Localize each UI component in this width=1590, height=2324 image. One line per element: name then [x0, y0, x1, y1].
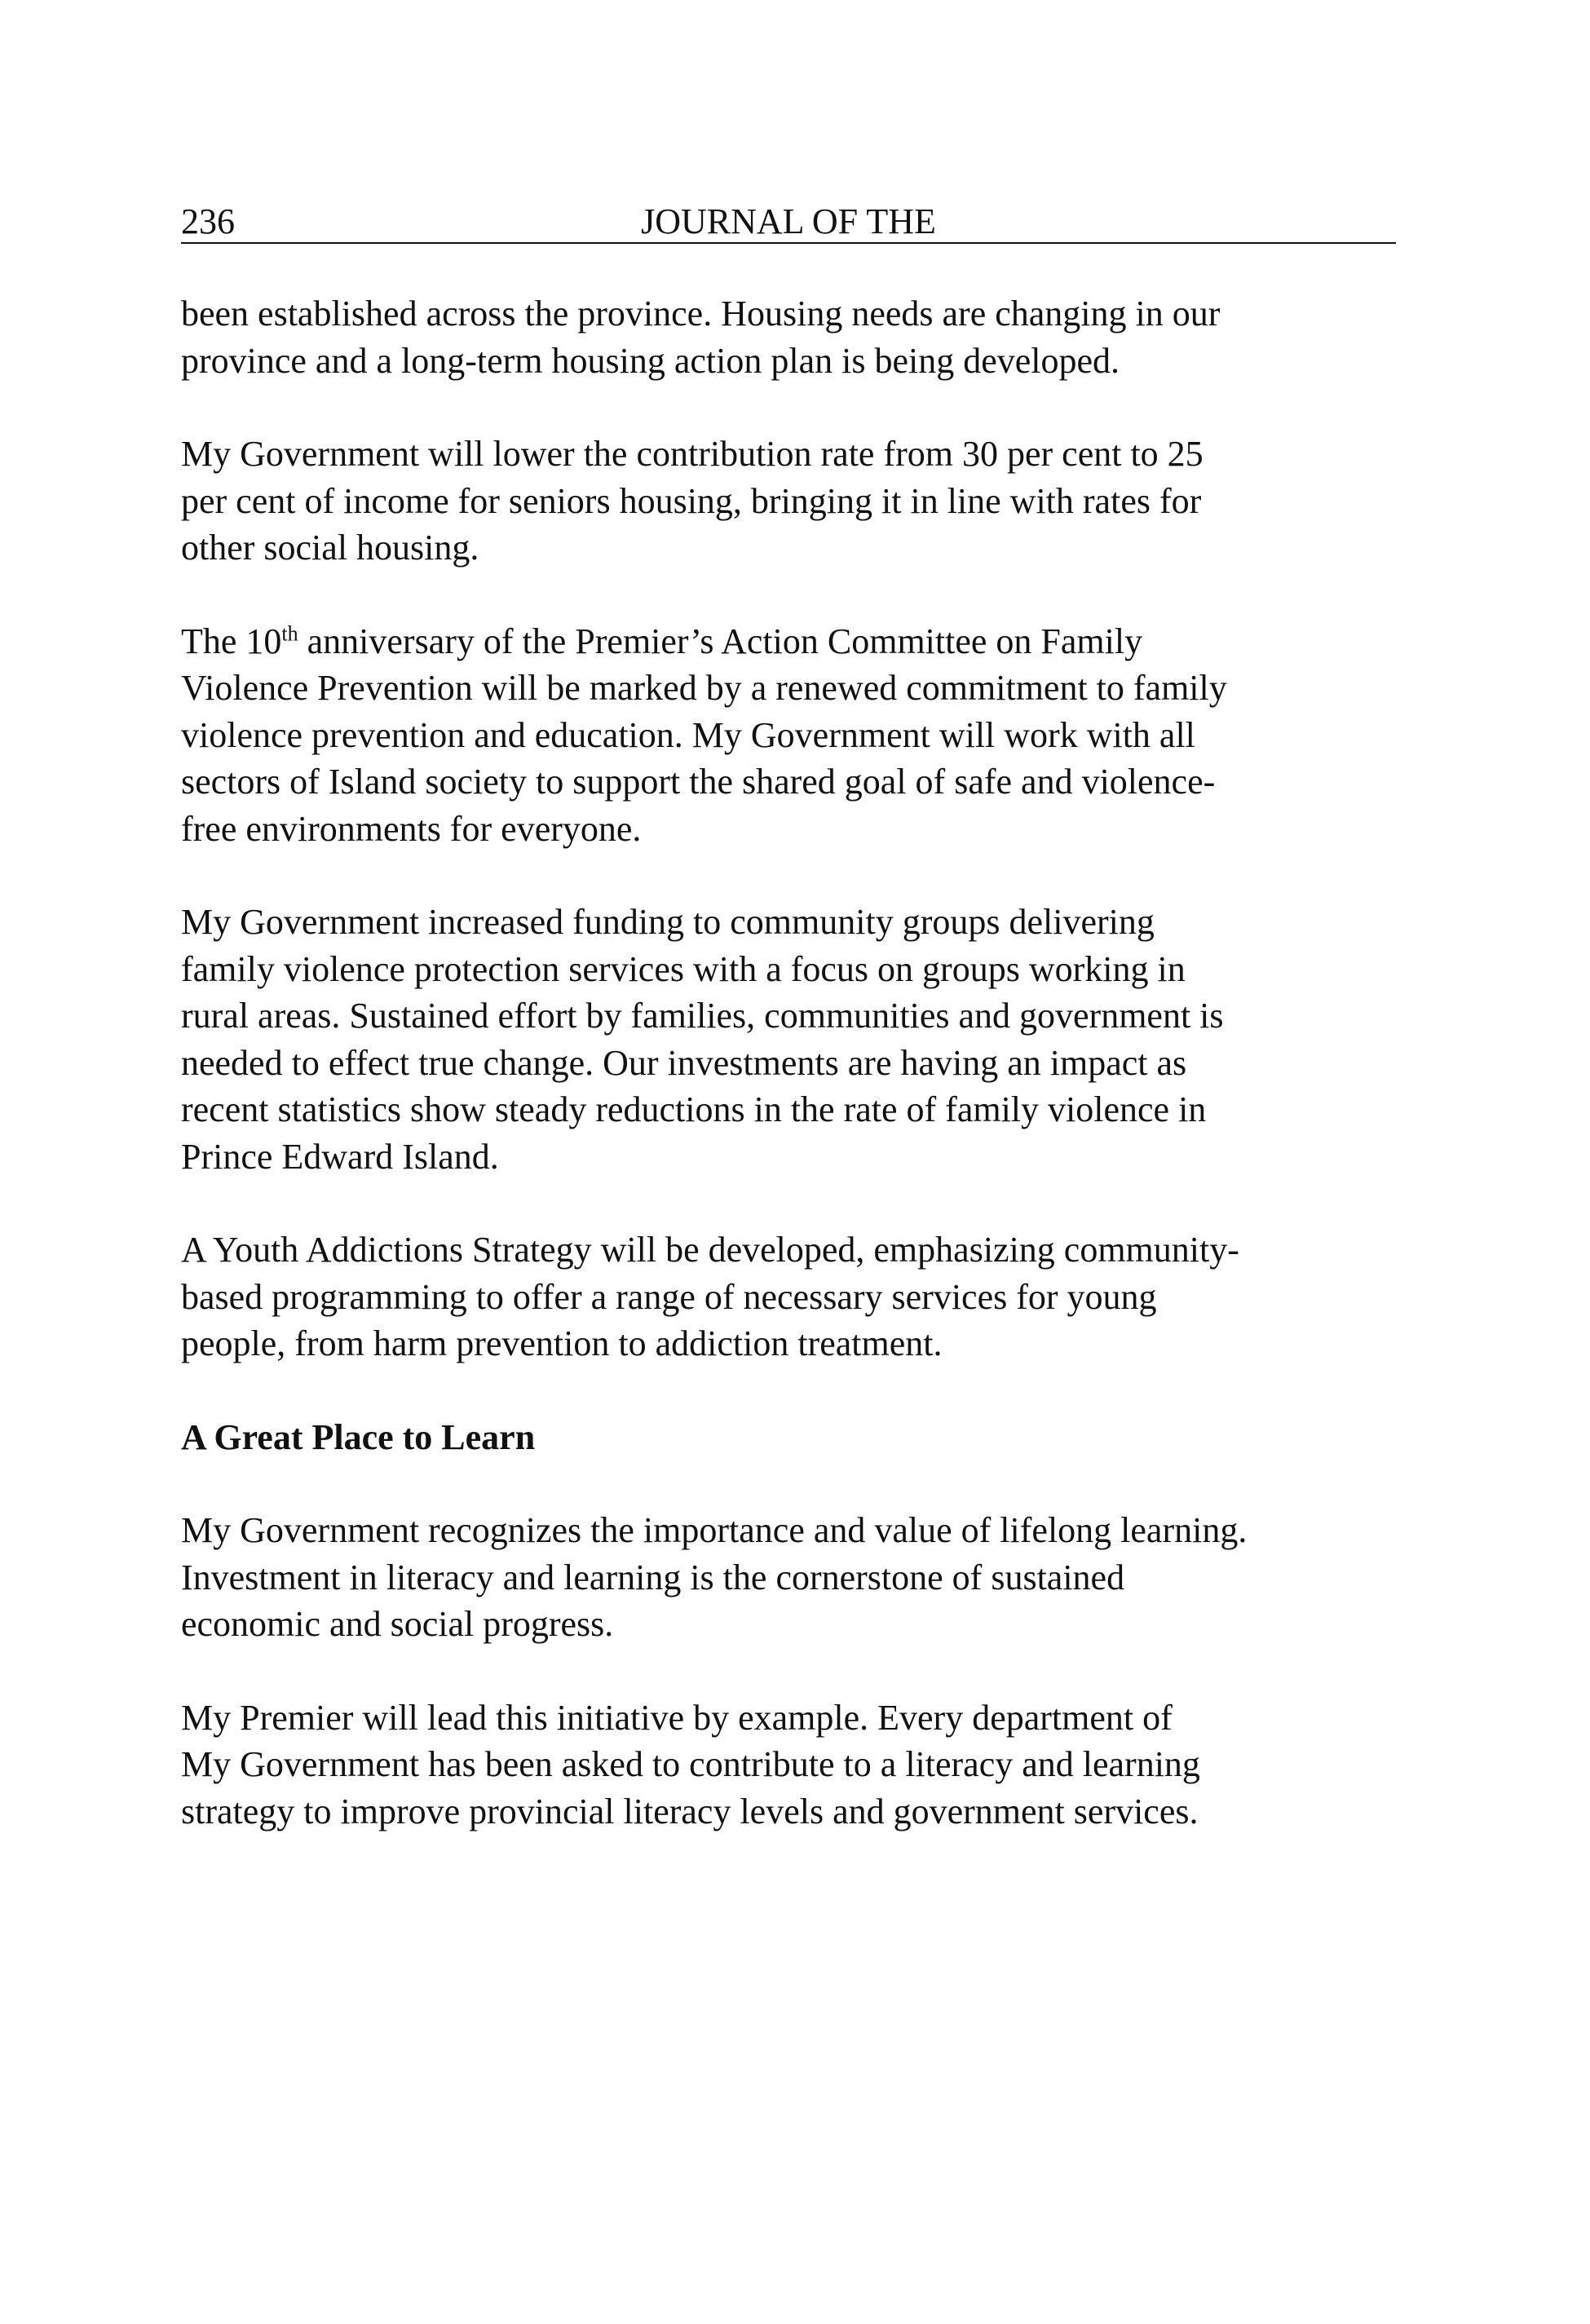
- text-line: Violence Prevention will be marked by a renewed commitment to family: [181, 668, 1227, 708]
- text-line: province and a long-term housing action plan is being developed.: [181, 340, 1120, 381]
- text-line: people, from harm prevention to addiction treatment.: [181, 1323, 943, 1363]
- section-heading: A Great Place to Learn: [181, 1416, 536, 1457]
- text-line: recent statistics show steady reductions in the rate of family violence in: [181, 1089, 1207, 1129]
- paragraph-housing-plan: [181, 290, 1396, 384]
- document-body: [181, 290, 1396, 1881]
- text-line: My Government increased funding to community groups delivering: [181, 902, 1155, 942]
- document-page: [181, 0, 1396, 2324]
- paragraph-lifelong-learning: [181, 1507, 1396, 1648]
- text-line: strategy to improve provincial literacy levels and government services.: [181, 1791, 1199, 1831]
- ordinal-superscript: th: [281, 621, 298, 645]
- text-line: My Government will lower the contribution rate from 30 per cent to 25: [181, 434, 1204, 474]
- text-fragment: The 10: [181, 621, 282, 661]
- text-line: [181, 618, 1396, 665]
- text-line: My Premier will lead this initiative by example. Every department of: [181, 1697, 1173, 1738]
- page-number: 236: [181, 201, 235, 241]
- text-line: My Government has been asked to contribute to a literacy and learning: [181, 1744, 1200, 1784]
- text-line: rural areas. Sustained effort by families, communities and government is: [181, 996, 1224, 1036]
- text-line: Prince Edward Island.: [181, 1136, 499, 1177]
- text-line: been established across the province. Housing needs are changing in our: [181, 294, 1221, 334]
- text-line: economic and social progress.: [181, 1604, 614, 1644]
- text-fragment: anniversary of the Premier’s Action Committee on Family: [298, 621, 1143, 661]
- text-line: Investment in literacy and learning is the cornerstone of sustained: [181, 1557, 1125, 1597]
- paragraph-seniors-housing: [181, 431, 1396, 572]
- text-line: violence prevention and education. My Government will work with all: [181, 714, 1195, 755]
- text-line: other social housing.: [181, 528, 479, 568]
- paragraph-family-violence-anniversary: [181, 618, 1396, 853]
- text-line: needed to effect true change. Our investments are having an impact as: [181, 1042, 1187, 1083]
- text-line: per cent of income for seniors housing, bringing it in line with rates for: [181, 480, 1202, 521]
- paragraph-youth-addictions: [181, 1226, 1396, 1367]
- text-line: sectors of Island society to support the shared goal of safe and violence-: [181, 762, 1216, 802]
- text-line: My Government recognizes the importance and value of lifelong learning.: [181, 1510, 1248, 1550]
- text-line: A Youth Addictions Strategy will be developed, emphasizing community-: [181, 1230, 1239, 1270]
- text-line: family violence protection services with a focus on groups working in: [181, 948, 1186, 989]
- text-line: based programming to offer a range of necessary services for young: [181, 1276, 1157, 1317]
- header-title: JOURNAL OF THE: [641, 201, 936, 241]
- text-line: free environments for everyone.: [181, 808, 642, 849]
- paragraph-community-funding: [181, 899, 1396, 1180]
- paragraph-literacy-strategy: [181, 1694, 1396, 1836]
- running-header: [181, 201, 1396, 244]
